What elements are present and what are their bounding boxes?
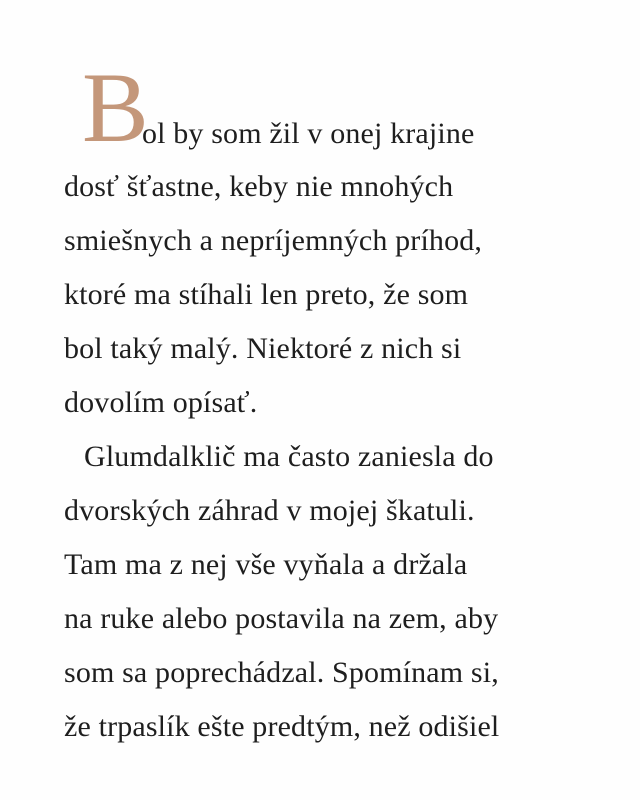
drop-cap: B <box>82 52 149 163</box>
paragraph1-line-1: ol by som žil v onej krajine <box>142 117 475 150</box>
paragraph1-line-3: smiešnych a nepríjemných príhod, <box>64 224 483 257</box>
paragraph2-line-4: na ruke alebo postavila na zem, aby <box>64 602 499 635</box>
paragraph1-line-5: bol taký malý. Niektoré z nich si <box>64 332 462 365</box>
paragraph2-line-5: som sa poprechádzal. Spomínam si, <box>64 656 499 689</box>
paragraph2-line-2: dvorských záhrad v mojej škatuli. <box>64 494 475 527</box>
paragraph1-line-6: dovolím opísať. <box>64 386 258 419</box>
paragraph2-line-1: Glumdalklič ma často zaniesla do <box>84 440 494 473</box>
paragraph2-line-6: že trpaslík ešte predtým, než odišiel <box>64 710 500 743</box>
paragraph1-line-4: ktoré ma stíhali len preto, že som <box>64 278 469 311</box>
paragraph2-line-3: Tam ma z nej vše vyňala a držala <box>64 548 468 581</box>
paragraph1-line-2: dosť šťastne, keby nie mnohých <box>64 170 454 203</box>
